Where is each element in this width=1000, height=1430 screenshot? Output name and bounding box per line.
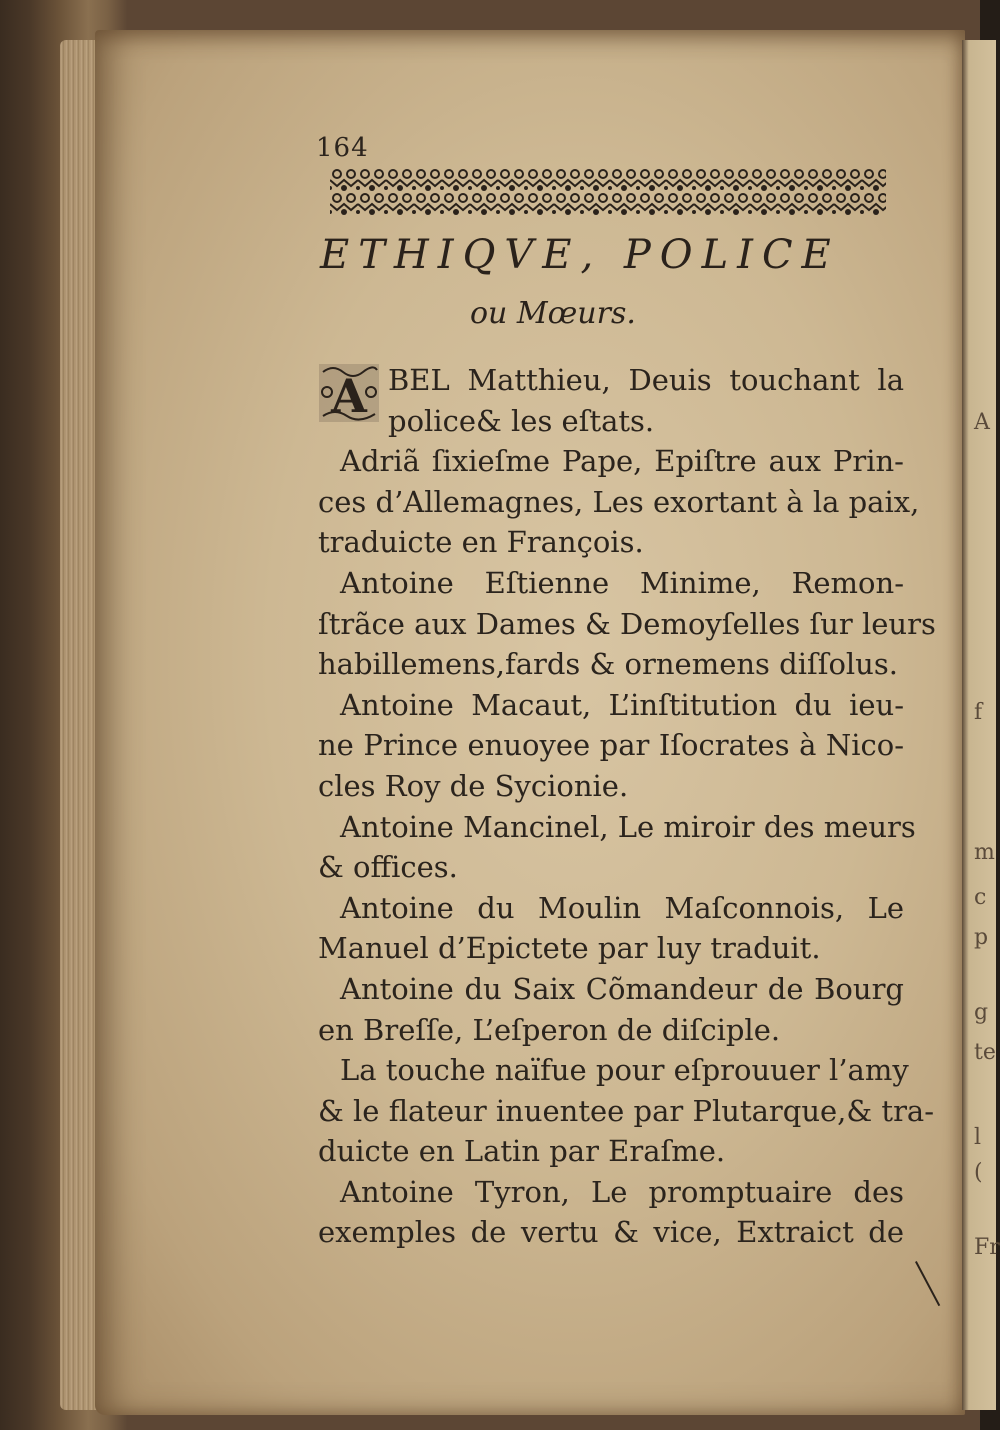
text-line: ſtrãce aux Dames & Demoyſelles ſur leurs: [318, 606, 936, 641]
next-page-glyph: Fr: [974, 1235, 1000, 1260]
text-line: Adriã ſixieſme Pape, Epiſtre aux Prin-: [340, 444, 904, 479]
text-line: Antoine Macaut, L’inſtitution du ieu-: [340, 687, 904, 722]
section-title: ETHIQVE, POLICE: [320, 232, 840, 278]
next-page-glyph: (: [974, 1160, 983, 1185]
text-line: [318, 360, 904, 401]
text-line: duicte en Latin par Eraſme.: [318, 1134, 726, 1169]
text-line: exemples de vertu & vice, Extraict de: [318, 1215, 904, 1250]
text-line: en Breſſe, L’eſperon de diſciple.: [318, 1012, 781, 1047]
next-page-glyph: m: [974, 840, 995, 865]
ornamental-border-icon: [330, 168, 886, 216]
next-page-glyph: c: [974, 885, 987, 910]
next-page-glyph: p: [974, 925, 989, 950]
page-number: 164: [316, 133, 369, 163]
text-line: La touche naïfue pour eſprouuer l’amy: [340, 1053, 909, 1088]
text-line: habillemens,fards & ornemens diſſolus.: [318, 647, 898, 682]
next-page-edge: [962, 40, 1000, 1410]
text-line: Manuel d’Epictete par luy traduit.: [318, 931, 821, 966]
next-page-glyph: l: [974, 1125, 982, 1150]
text-line: & offices.: [318, 850, 458, 885]
dropcap-letter: A: [331, 369, 367, 423]
text-line: traduicte en François.: [318, 525, 644, 560]
text-line: Antoine du Moulin Maſconnois, Le: [340, 890, 904, 925]
section-subtitle: ou Mœurs.: [470, 296, 636, 331]
text-line: & le flateur inuentee par Plutarque,& tra-: [318, 1093, 935, 1128]
text-line-content: BEL Matthieu, Deuis touchant la: [388, 363, 904, 397]
body-text: [318, 360, 936, 1253]
text-line: ne Prince enuoyee par Iſocrates à Nico-: [318, 728, 904, 763]
text-line: Antoine Mancinel, Le miroir des meurs: [340, 809, 916, 844]
next-page-glyph: A: [974, 410, 990, 435]
text-line: ces d’Allemagnes, Les exortant à la paix,: [318, 484, 920, 519]
next-page-glyph: f: [974, 700, 983, 725]
next-page-glyph: g: [974, 1000, 989, 1025]
text-line: Antoine Tyron, Le promptuaire des: [340, 1174, 904, 1209]
text-line: Antoine du Saix Cõmandeur de Bourg: [340, 971, 904, 1006]
text-line: Antoine Eſtienne Minime, Remon-: [340, 565, 904, 600]
text-line: cles Roy de Sycionie.: [318, 768, 629, 803]
text-line: [318, 401, 904, 442]
next-page-glyph: te: [974, 1040, 996, 1065]
text-line-content: police& les eſtats.: [388, 403, 655, 438]
